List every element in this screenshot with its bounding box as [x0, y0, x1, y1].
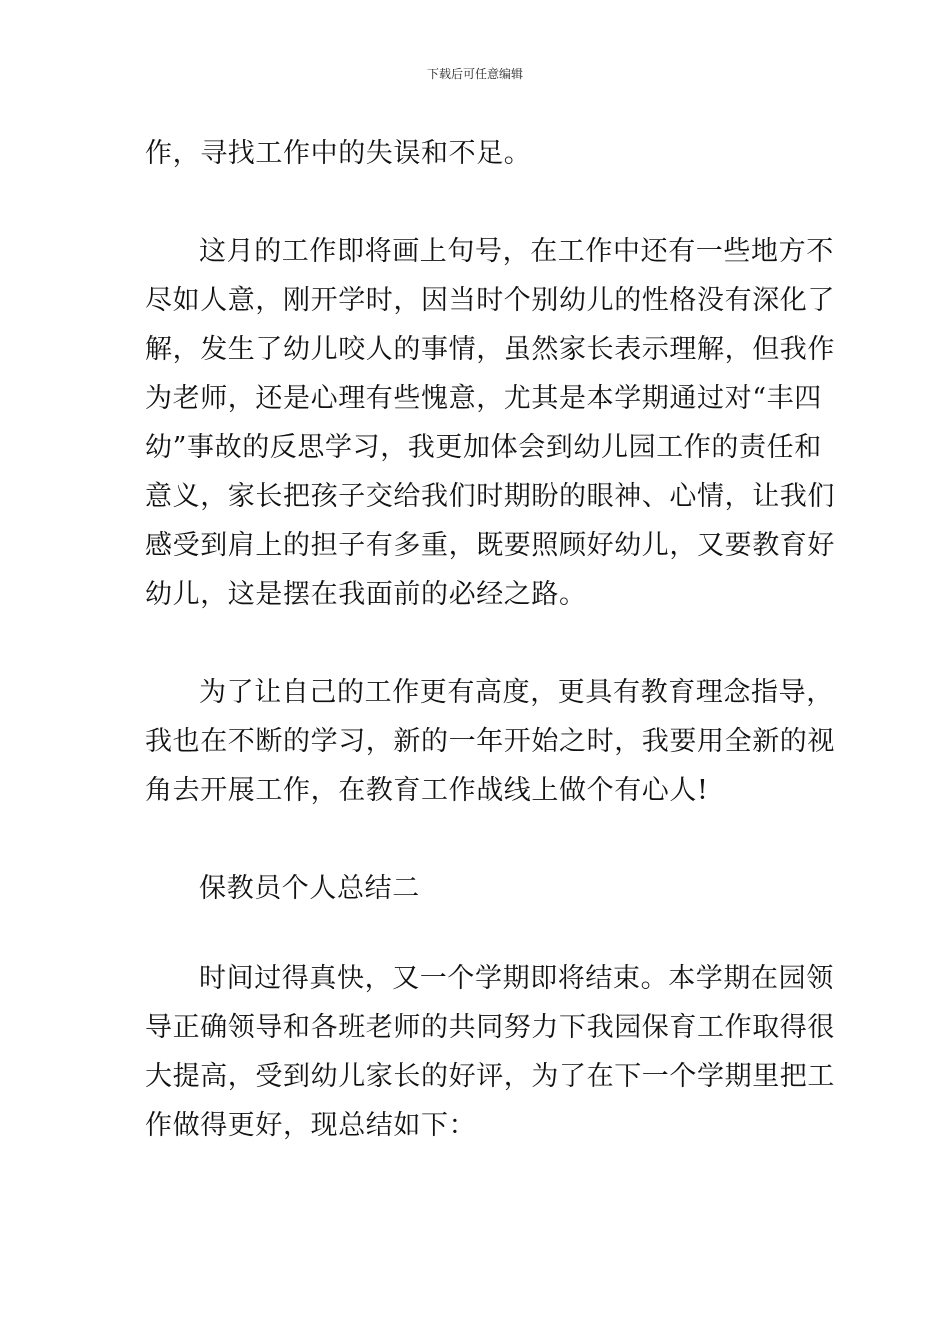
text-line: 幼儿，这是摆在我面前的必经之路。: [145, 579, 587, 610]
page-header: 下载后可任意编辑: [426, 67, 523, 81]
document-body: [145, 129, 835, 1150]
paragraph-learning: [145, 668, 835, 815]
text-line: 为老师，还是心理有些愧意，尤其是本学期通过对“丰四: [145, 383, 822, 414]
text-line: 大提高，受到幼儿家长的好评，为了在下一个学期里把工: [145, 1061, 835, 1092]
text-line: 导正确领导和各班老师的共同努力下我园保育工作取得很: [145, 1012, 835, 1043]
text-line: 作，寻找工作中的失误和不足。: [145, 138, 532, 169]
text-line: 作做得更好，现总结如下：: [145, 1110, 477, 1141]
paragraph-reflection: [145, 227, 835, 619]
text-line: 意义，家长把孩子交给我们时期盼的眼神、心情，让我们: [145, 481, 835, 512]
text-line: 这月的工作即将画上句号，在工作中还有一些地方不: [199, 236, 834, 267]
text-line: 解，发生了幼儿咬人的事情，虽然家长表示理解，但我作: [145, 334, 835, 365]
text-line: 为了让自己的工作更有高度，更具有教育理念指导，: [199, 677, 834, 708]
text-line: 时间过得真快，又一个学期即将结束。本学期在园领: [199, 963, 834, 994]
paragraph-continuation: [145, 129, 811, 178]
text-line: 角去开展工作，在教育工作战线上做个有心人!: [145, 775, 709, 806]
section-title: 保教员个人总结二: [199, 873, 420, 904]
section-heading: [145, 864, 811, 913]
paragraph-summary: [145, 954, 835, 1150]
text-line: 感受到肩上的担子有多重，既要照顾好幼儿，又要教育好: [145, 530, 835, 561]
text-line: 我也在不断的学习，新的一年开始之时，我要用全新的视: [145, 726, 835, 757]
text-line: 尽如人意，刚开学时，因当时个别幼儿的性格没有深化了: [145, 285, 835, 316]
text-line: 幼”事故的反思学习，我更加体会到幼儿园工作的责任和: [145, 432, 822, 463]
